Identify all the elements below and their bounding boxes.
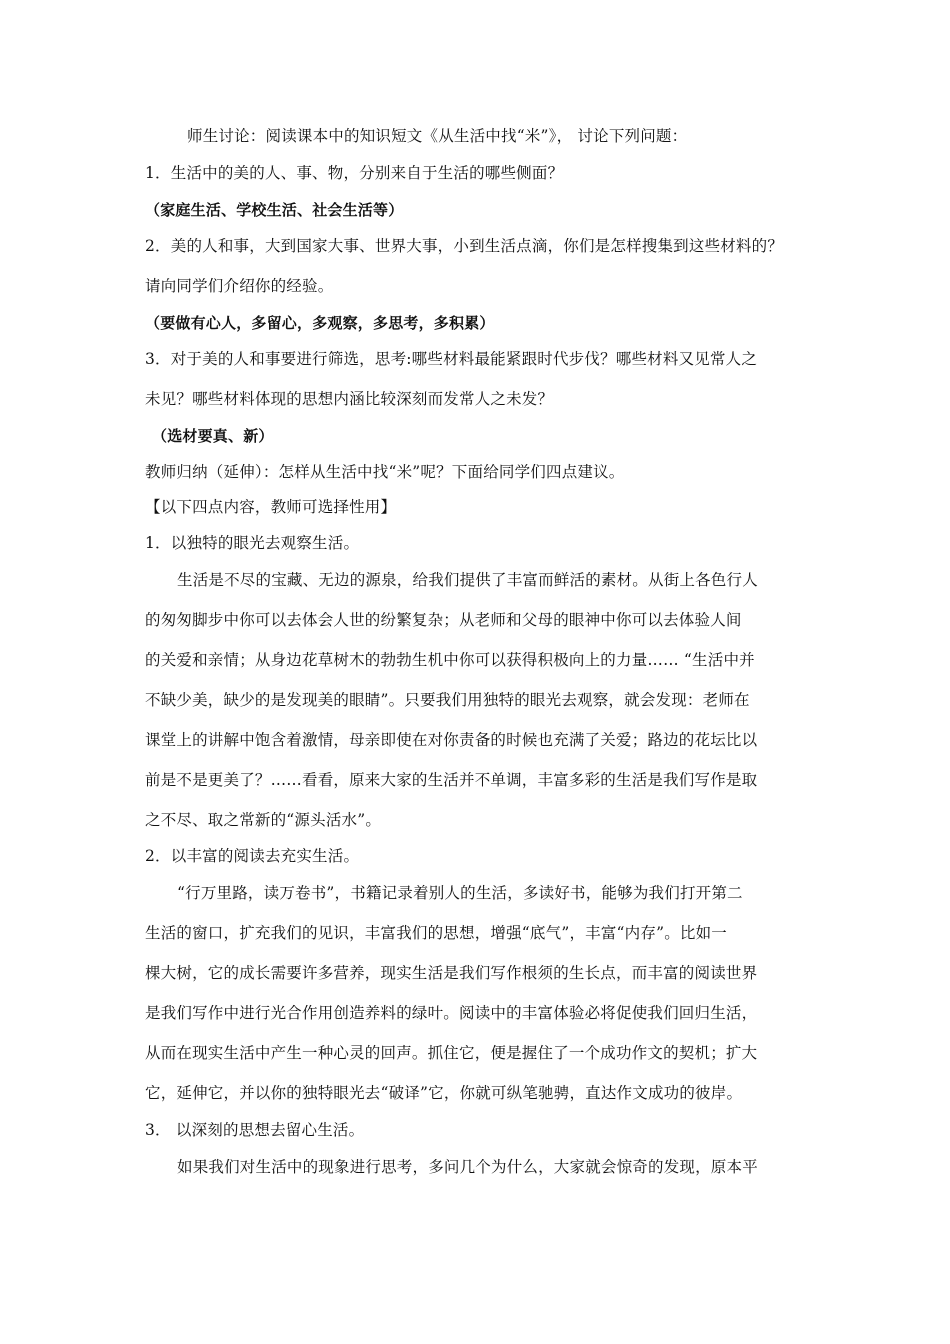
- teacher-note: 【以下四点内容，教师可选择性用】: [145, 498, 397, 516]
- point-1-para-line-3: 的关爱和亲情；从身边花草树木的勃勃生机中你可以获得积极向上的力量…… “生活中并: [145, 651, 755, 669]
- point-2-para-line-6: 它，延伸它，并以你的独特眼光去“破译”它，你就可纵笔驰骋，直达作文成功的彼岸。: [145, 1084, 743, 1102]
- point-3-para-line-1: 如果我们对生活中的现象进行思考，多问几个为什么，大家就会惊奇的发现，原本平: [177, 1158, 758, 1176]
- point-2-para-line-4: 是我们写作中进行光合作用创造养料的绿叶。阅读中的丰富体验必将促使我们回归生活，: [145, 1004, 758, 1022]
- question-3-line-2: 未见？哪些材料体现的思想内涵比较深刻而发常人之未发？: [145, 390, 554, 408]
- question-2-line-1: 2．美的人和事，大到国家大事、世界大事，小到生活点滴，你们是怎样搜集到这些材料的？: [145, 237, 784, 255]
- point-2-para-line-5: 从而在现实生活中产生一种心灵的回声。抓住它，便是握住了一个成功作文的契机；扩大: [145, 1044, 758, 1062]
- teacher-summary: 教师归纳（延伸）：怎样从生活中找“米”呢？下面给同学们四点建议。: [145, 463, 625, 481]
- question-3-line-1: 3．对于美的人和事要进行筛选，思考:哪些材料最能紧跟时代步伐？哪些材料又见常人之: [145, 350, 758, 368]
- point-2-heading: 2．以丰富的阅读去充实生活。: [145, 847, 360, 865]
- point-1-heading: 1．以独特的眼光去观察生活。: [145, 534, 360, 552]
- answer-2: （要做有心人，多留心，多观察，多思考，多积累）: [145, 314, 495, 332]
- point-1-para-line-5: 课堂上的讲解中饱含着激情，母亲即使在对你责备的时候也充满了关爱；路边的花坛比以: [145, 731, 758, 749]
- point-1-para-line-1: 生活是不尽的宝藏、无边的源泉，给我们提供了丰富而鲜活的素材。从街上各色行人: [177, 571, 758, 589]
- point-1-para-line-4: 不缺少美，缺少的是发现美的眼睛”。只要我们用独特的眼光去观察，就会发现：老师在: [145, 691, 750, 709]
- point-2-para-line-2: 生活的窗口，扩充我们的见识，丰富我们的思想，增强“底气”，丰富“内存”。比如一: [145, 924, 727, 942]
- answer-1: （家庭生活、学校生活、社会生活等）: [145, 201, 404, 219]
- answer-3: （选材要真、新）: [152, 427, 274, 445]
- point-2-para-line-3: 棵大树，它的成长需要许多营养，现实生活是我们写作根须的生长点，而丰富的阅读世界: [145, 964, 758, 982]
- point-3-heading: 3． 以深刻的思想去留心生活。: [145, 1121, 365, 1139]
- point-1-para-line-7: 之不尽、取之常新的“源头活水”。: [145, 811, 382, 829]
- question-1: 1．生活中的美的人、事、物，分别来自于生活的哪些侧面？: [145, 164, 564, 182]
- question-2-line-2: 请向同学们介绍你的经验。: [145, 277, 334, 295]
- discussion-intro: 师生讨论：阅读课本中的知识短文《从生活中找“米”》， 讨论下列问题：: [187, 127, 688, 145]
- point-2-para-line-1: “行万里路，读万卷书”，书籍记录着别人的生活，多读好书，能够为我们打开第二: [177, 884, 743, 902]
- point-1-para-line-6: 前是不是更美了？……看看，原来大家的生活并不单调，丰富多彩的生活是我们写作是取: [145, 771, 758, 789]
- point-1-para-line-2: 的匆匆脚步中你可以去体会人世的纷繁复杂；从老师和父母的眼神中你可以去体验人间: [145, 611, 742, 629]
